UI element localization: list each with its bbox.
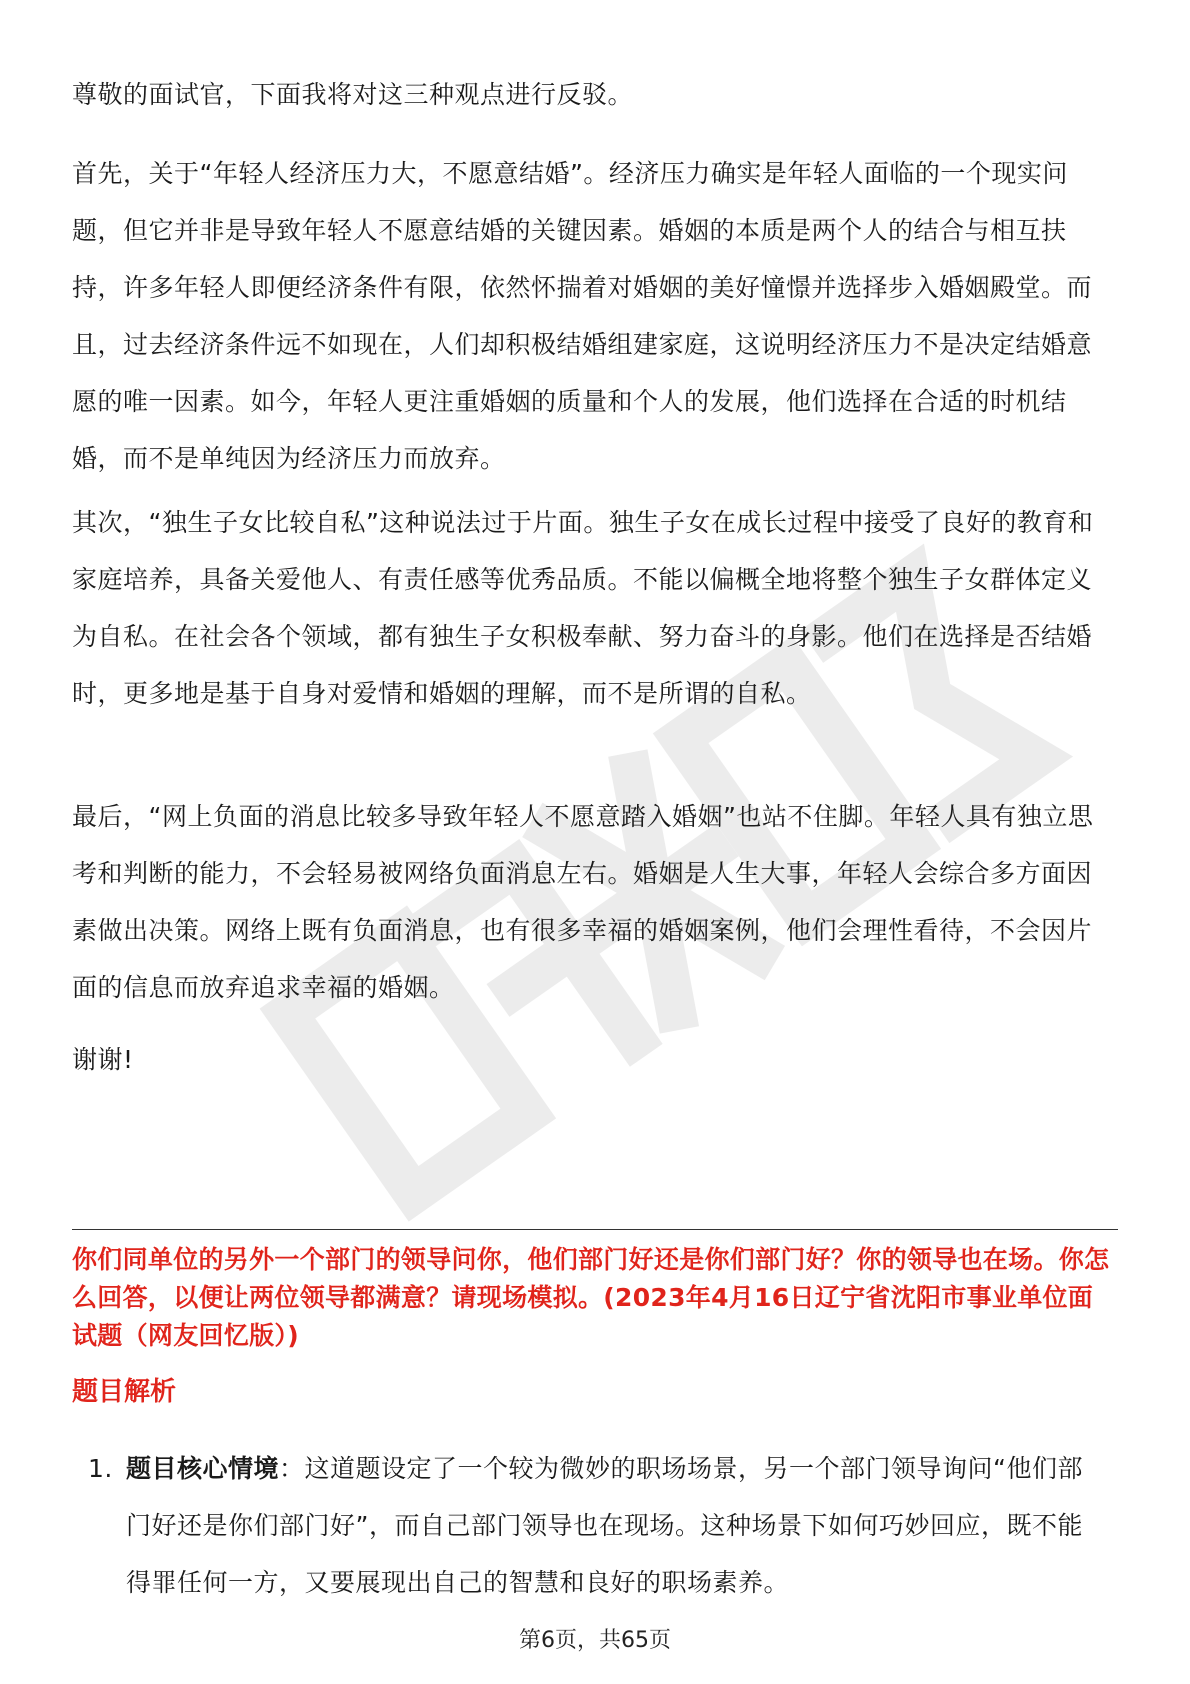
closing-text: 谢谢! <box>72 1045 134 1074</box>
page-number: 第6页，共65页 <box>519 1628 671 1653</box>
analysis-title: 题目解析 <box>72 1377 177 1407</box>
intro-paragraph: 尊敬的面试官，下面我将对这三种观点进行反驳。 <box>72 80 634 109</box>
list-item-number: 1. <box>88 1454 113 1483</box>
rebuttal-paragraph-1: 首先，关于“年轻人经济压力大，不愿意结婚”。经济压力确实是年轻人面临的一个现实问题，但它并非是导致年轻人不愿意结婚的关键因素。婚姻的本质是两个人的结合与相互扶持，许多年轻人即便经济条件有限，依然怀揣着对婚姻的美好憧憬并选择步入婚姻殿堂。而且，过去经济条件远不如现在，人们却积极结婚组建家庭，这说明经济压力不是决定结婚意愿的唯一因素。如今，年轻人更注重婚姻的质量和个人的发展，他们选择在合适的时机结婚，而不是单纯因为经济压力而放弃。 <box>72 159 1093 473</box>
list-item-text: ：这道题设定了一个较为微妙的职场场景，另一个部门领导询问“他们部门好还是你们部门好”，而自己部门领导也在现场。这种场景下如何巧妙回应，既不能得罪任何一方，又要展现出自己的智慧和良好的职场素养。 <box>126 1454 1083 1597</box>
section-divider <box>72 1229 1118 1230</box>
interview-question: 你们同单位的另外一个部门的领导问你，他们部门好还是你们部门好？你的领导也在场。你怎么回答，以便让两位领导都满意？请现场模拟。(2023年4月16日辽宁省沈阳市事业单位面试题（网友回忆版）) <box>72 1245 1110 1350</box>
list-item-body <box>126 1440 1086 1611</box>
document-page <box>72 0 1118 1684</box>
rebuttal-paragraph-3: 最后，“网上负面的消息比较多导致年轻人不愿意踏入婚姻”也站不住脚。年轻人具有独立思考和判断的能力，不会轻易被网络负面消息左右。婚姻是人生大事，年轻人会综合多方面因素做出决策。网络上既有负面消息，也有很多幸福的婚姻案例，他们会理性看待，不会因片面的信息而放弃追求幸福的婚姻。 <box>72 802 1094 1002</box>
rebuttal-paragraph-2: 其次，“独生子女比较自私”这种说法过于片面。独生子女在成长过程中接受了良好的教育和家庭培养，具备关爱他人、有责任感等优秀品质。不能以偏概全地将整个独生子女群体定义为自私。在社会各个领域，都有独生子女积极奉献、努力奋斗的身影。他们在选择是否结婚时，更多地是基于自身对爱情和婚姻的理解，而不是所谓的自私。 <box>72 508 1094 708</box>
list-item-label: 题目核心情境 <box>126 1454 280 1483</box>
